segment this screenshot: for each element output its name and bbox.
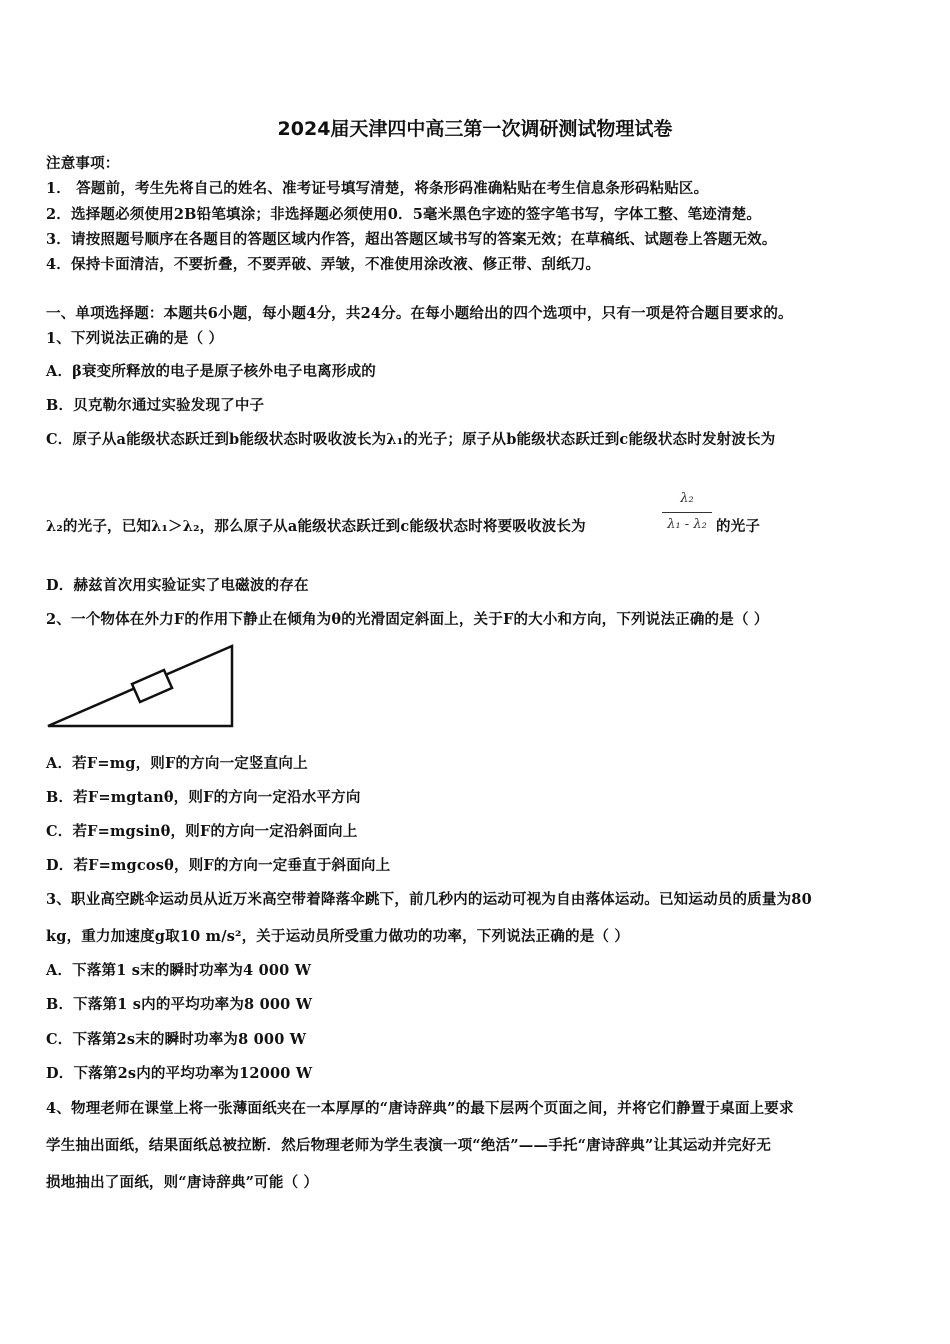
- page-title: 2024届天津四中高三第一次调研测试物理试卷: [277, 118, 673, 140]
- section-heading: 一、单项选择题：本题共6小题，每小题4分，共24分。在每小题给出的四个选项中，只有一项是符合题目要求的。: [46, 305, 793, 322]
- q2-option-d: D．若F=mgcosθ，则F的方向一定垂直于斜面向上: [46, 857, 391, 874]
- incline-figure: [46, 640, 246, 732]
- q2-stem: 2、一个物体在外力F的作用下静止在倾角为θ的光滑固定斜面上，关于F的大小和方向，下列说法正确的是（ ）: [46, 611, 769, 628]
- fraction-denominator: λ₁ - λ₂: [667, 517, 707, 532]
- fraction-bar: [662, 512, 712, 513]
- q4-line3: 损地抽出了面纸，则“唐诗辞典”可能（ ）: [46, 1174, 319, 1191]
- q3-option-d: D．下落第2s内的平均功率为12000 W: [46, 1065, 313, 1082]
- q1-option-c-suffix: 的光子: [716, 518, 761, 535]
- q3-stem-line2: kg，重力加速度g取10 m/s²，关于运动员所受重力做功的功率，下列说法正确的是（ ）: [46, 928, 630, 945]
- q1-stem: 1、下列说法正确的是（ ）: [46, 330, 224, 347]
- q1-option-a: A．β衰变所释放的电子是原子核外电子电离形成的: [46, 363, 376, 380]
- q2-option-b: B．若F=mgtanθ，则F的方向一定沿水平方向: [46, 789, 361, 806]
- fraction-formula: [660, 488, 714, 535]
- q3-option-c: C．下落第2s末的瞬时功率为8 000 W: [46, 1031, 307, 1048]
- q1-option-d: D．赫兹首次用实验证实了电磁波的存在: [46, 577, 309, 594]
- q3-option-b: B．下落第1 s内的平均功率为8 000 W: [46, 996, 313, 1013]
- q4-line2: 学生抽出面纸，结果面纸总被拉断．然后物理老师为学生表演一项“绝活”——手托“唐诗辞典”让其运动并完好无: [46, 1137, 772, 1154]
- q2-option-c: C．若F=mgsinθ，则F的方向一定沿斜面向上: [46, 823, 358, 840]
- q1-option-c-line1: C．原子从a能级状态跃迁到b能级状态时吸收波长为λ₁的光子；原子从b能级状态跃迁到c能级状态时发射波长为: [46, 431, 776, 448]
- q4-line1: 4、物理老师在课堂上将一张薄面纸夹在一本厚厚的“唐诗辞典”的最下层两个页面之间，并将它们静置于桌面上要求: [46, 1100, 794, 1117]
- q1-option-c-line2: λ₂的光子，已知λ₁＞λ₂，那么原子从a能级状态跃迁到c能级状态时将要吸收波长为: [46, 518, 586, 535]
- q3-stem-line1: 3、职业高空跳伞运动员从近万米高空带着降落伞跳下，前几秒内的运动可视为自由落体运动。已知运动员的质量为80: [46, 891, 812, 908]
- notice-heading: 注意事项：: [46, 155, 120, 172]
- q3-option-a: A．下落第1 s末的瞬时功率为4 000 W: [46, 962, 312, 979]
- notice-item-1: 1． 答题前，考生先将自己的姓名、准考证号填写清楚，将条形码准确粘贴在考生信息条形码粘贴区。: [46, 180, 709, 197]
- notice-item-2: 2．选择题必须使用2B铅笔填涂；非选择题必须使用0．5毫米黑色字迹的签字笔书写，字体工整、笔迹清楚。: [46, 206, 762, 223]
- notice-item-3: 3．请按照题号顺序在各题目的答题区域内作答，超出答题区域书写的答案无效；在草稿纸、试题卷上答题无效。: [46, 231, 777, 248]
- q2-option-a: A．若F=mg，则F的方向一定竖直向上: [46, 755, 308, 772]
- q1-option-b: B．贝克勒尔通过实验发现了中子: [46, 397, 265, 414]
- block-on-incline: [132, 670, 172, 702]
- notice-item-4: 4．保持卡面清洁，不要折叠，不要弄破、弄皱，不准使用涂改液、修正带、刮纸刀。: [46, 256, 601, 273]
- fraction-numerator: λ₂: [680, 491, 694, 506]
